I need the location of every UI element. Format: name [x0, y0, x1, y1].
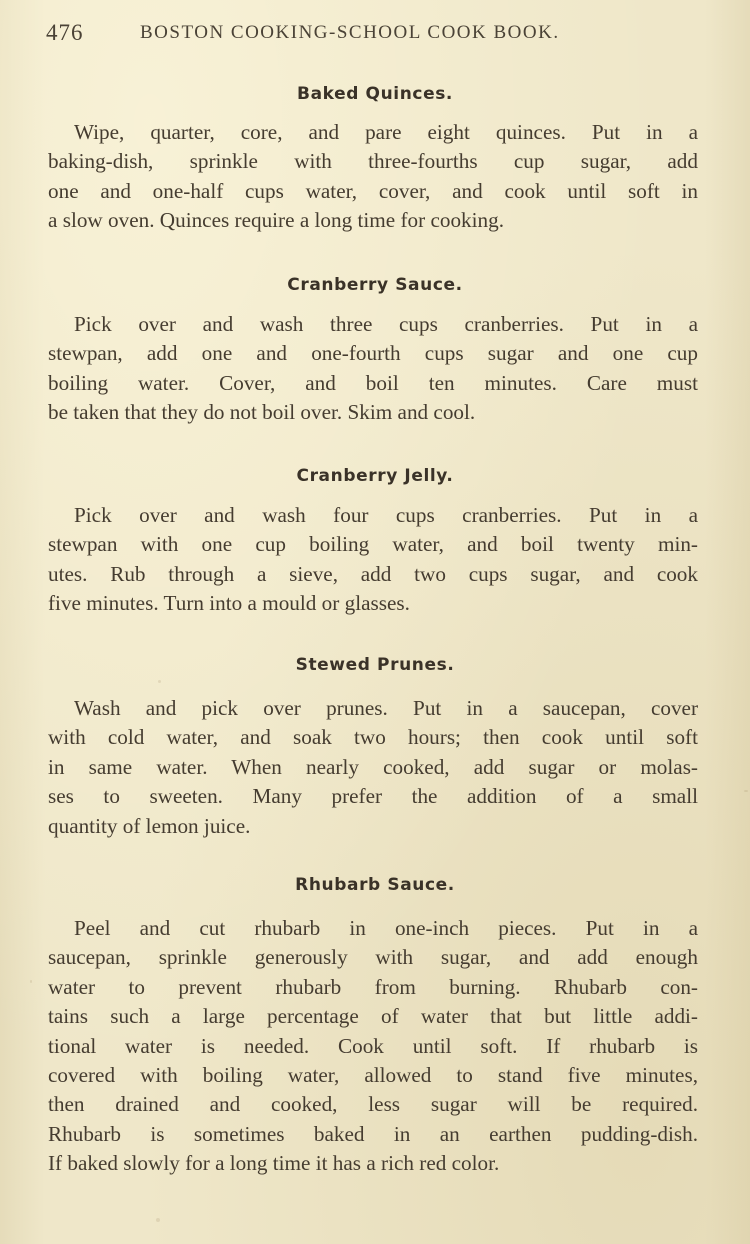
recipe-text-cranberry-sauce	[48, 310, 698, 428]
text-line: tional water is needed. Cook until soft. If rhubarb is	[48, 1033, 698, 1058]
recipe-title-stewed-prunes: Stewed Prunes.	[295, 655, 455, 675]
text-line: with cold water, and soak two hours; then cook until soft	[48, 725, 698, 750]
text-line: Pick over and wash four cups cranberries. Put in a	[74, 503, 698, 527]
text-line: If baked slowly for a long time it has a rich red color.	[48, 1151, 500, 1176]
text-line: ses to sweeten. Many prefer the addition of a small	[48, 784, 698, 809]
paper-speck	[30, 980, 32, 983]
text-line: Rhubarb is sometimes baked in an earthen pudding-dish.	[48, 1121, 698, 1146]
text-line: saucepan, sprinkle generously with sugar, and add enough	[48, 945, 698, 970]
text-line: stewpan, add one and one-fourth cups sugar and one cup	[48, 341, 698, 366]
text-line: be taken that they do not boil over. Skim and cool.	[48, 400, 476, 425]
recipe-title-cranberry-jelly: Cranberry Jelly.	[296, 466, 454, 486]
text-line: Wipe, quarter, core, and pare eight quinces. Put in a	[74, 120, 698, 144]
recipe-text-stewed-prunes	[48, 694, 698, 841]
recipe-title-baked-quinces: Baked Quinces.	[297, 84, 453, 104]
text-line: Pick over and wash three cups cranberries. Put in a	[74, 312, 698, 336]
recipe-text-baked-quinces	[48, 118, 698, 236]
paper-speck	[158, 680, 161, 683]
text-line: in same water. When nearly cooked, add sugar or molas-	[48, 754, 698, 779]
text-line: quantity of lemon juice.	[48, 813, 251, 838]
recipe-text-cranberry-jelly	[48, 501, 698, 619]
text-line: Wash and pick over prunes. Put in a saucepan, cover	[74, 696, 698, 720]
recipe-title-cranberry-sauce: Cranberry Sauce.	[287, 275, 463, 295]
recipe-title-rhubarb-sauce: Rhubarb Sauce.	[295, 875, 455, 895]
text-line: tains such a large percentage of water that but little addi-	[48, 1004, 698, 1029]
text-line: water to prevent rhubarb from burning. Rhubarb con-	[48, 974, 698, 999]
text-line: then drained and cooked, less sugar will be required.	[48, 1092, 698, 1117]
running-title: BOSTON COOKING-SCHOOL COOK BOOK.	[140, 22, 560, 43]
page-number: 476	[46, 20, 84, 45]
text-line: utes. Rub through a sieve, add two cups sugar, and cook	[48, 561, 698, 586]
text-line: stewpan with one cup boiling water, and boil twenty min-	[48, 532, 698, 557]
text-line: five minutes. Turn into a mould or glasses.	[48, 591, 410, 616]
text-line: one and one-half cups water, cover, and cook until soft in	[48, 178, 698, 203]
text-line: boiling water. Cover, and boil ten minutes. Care must	[48, 370, 698, 395]
text-line: covered with boiling water, allowed to stand five minutes,	[48, 1063, 698, 1088]
paper-speck	[744, 790, 748, 792]
text-line: a slow oven. Quinces require a long time for cooking.	[48, 208, 504, 233]
text-line: Peel and cut rhubarb in one-inch pieces. Put in a	[74, 916, 698, 940]
recipe-text-rhubarb-sauce	[48, 914, 698, 1179]
text-line: baking-dish, sprinkle with three-fourths cup sugar, add	[48, 149, 698, 174]
running-head	[46, 20, 706, 50]
paper-speck	[156, 1218, 160, 1222]
